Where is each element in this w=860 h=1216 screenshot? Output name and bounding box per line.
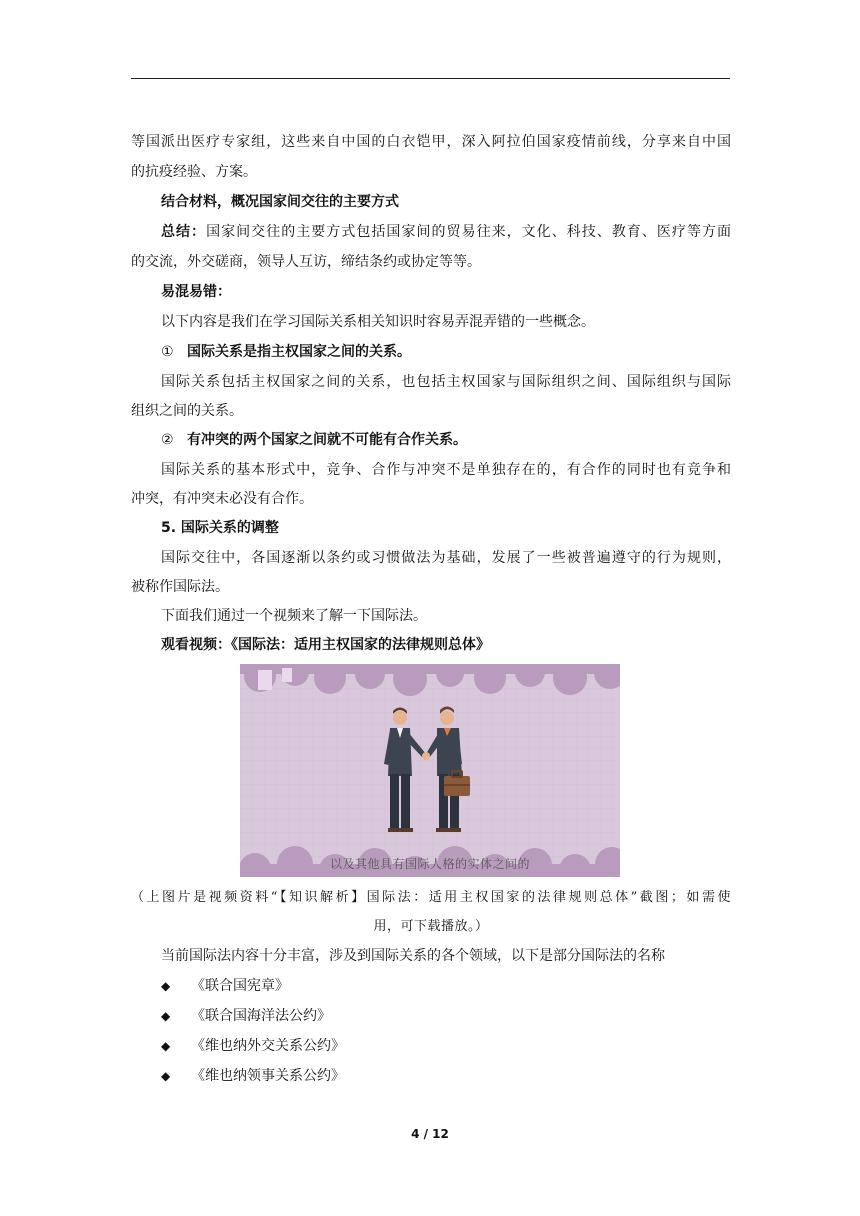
summary-label: 总结： <box>161 224 207 240</box>
item1-line2: 组织之间的关系。 <box>131 403 243 419</box>
item2-title-text: 有冲突的两个国家之间就不可能有合作关系。 <box>187 432 467 448</box>
item1-line1: 国际关系包括主权国家之间的关系，也包括主权国家与国际组织之间、国际组织与国际 <box>161 374 731 390</box>
item2-line1: 国际关系的基本形式中，竞争、合作与冲突不是单独存在的，有合作的同时也有竞争和 <box>161 462 731 478</box>
section5-heading: 5. 国际关系的调整 <box>161 520 279 536</box>
item1-title <box>161 342 731 362</box>
item1-number: ① <box>161 344 174 360</box>
video-thumbnail[interactable] <box>240 664 620 877</box>
bullet-diamond-icon: ◆ <box>161 1039 171 1053</box>
confusion-intro: 以下内容是我们在学习国际关系相关知识时容易弄混弄错的一些概念。 <box>161 314 595 330</box>
caption-line1: （上图片是视频资料“【知识解析】国际法：适用主权国家的法律规则总体”截图；如需使 <box>131 890 731 905</box>
confusion-heading: 易混易错： <box>161 284 231 300</box>
handshake-illustration <box>240 664 620 877</box>
summary-text: 国家间交往的主要方式包括国家间的贸易往来，文化、科技、教育、医疗等方面 <box>206 224 732 240</box>
list-item: ◆ 《维也纳领事关系公约》 <box>161 1068 345 1084</box>
video-subtitle: 以及其他具有国际人格的实体之间的 <box>329 857 530 871</box>
list-item: ◆ 《联合国海洋法公约》 <box>161 1008 331 1024</box>
video-heading: 观看视频：《国际法：适用主权国家的法律规则总体》 <box>161 637 490 653</box>
bullet-diamond-icon: ◆ <box>161 979 171 993</box>
header-rule <box>131 78 730 79</box>
item2-number: ② <box>161 432 174 448</box>
list-item: ◆ 《联合国宪章》 <box>161 978 289 994</box>
para1-line1: 等国派出医疗专家组，这些来自中国的白衣铠甲，深入阿拉伯国家疫情前线，分享来自中国 <box>131 134 731 150</box>
item2-line2: 冲突，有冲突未必没有合作。 <box>131 491 313 507</box>
bullet-diamond-icon: ◆ <box>161 1009 171 1023</box>
list-item: ◆ 《维也纳外交关系公约》 <box>161 1038 345 1054</box>
para1-line2: 的抗疫经验、方案。 <box>131 164 257 180</box>
summary-line1 <box>161 222 731 242</box>
summary-line2: 的交流，外交磋商，领导人互访，缔结条约或协定等等。 <box>131 254 481 270</box>
question-heading: 结合材料，概况国家间交往的主要方式 <box>161 194 399 210</box>
page-number: 4 / 12 <box>411 1127 449 1141</box>
section5-line1: 国际交往中，各国逐渐以条约或习惯做法为基础，发展了一些被普遍遵守的行为规则， <box>161 550 731 566</box>
bullet-diamond-icon: ◆ <box>161 1069 171 1083</box>
item2-title <box>161 430 731 450</box>
video-intro: 下面我们通过一个视频来了解一下国际法。 <box>161 608 427 624</box>
section5-line2: 被称作国际法。 <box>131 579 229 595</box>
item1-title-text: 国际关系是指主权国家之间的关系。 <box>187 344 411 360</box>
caption-line2: 用，可下载播放。） <box>373 919 489 934</box>
laws-intro: 当前国际法内容十分丰富，涉及到国际关系的各个领域，以下是部分国际法的名称 <box>161 948 665 964</box>
handshake-icon <box>422 752 430 760</box>
